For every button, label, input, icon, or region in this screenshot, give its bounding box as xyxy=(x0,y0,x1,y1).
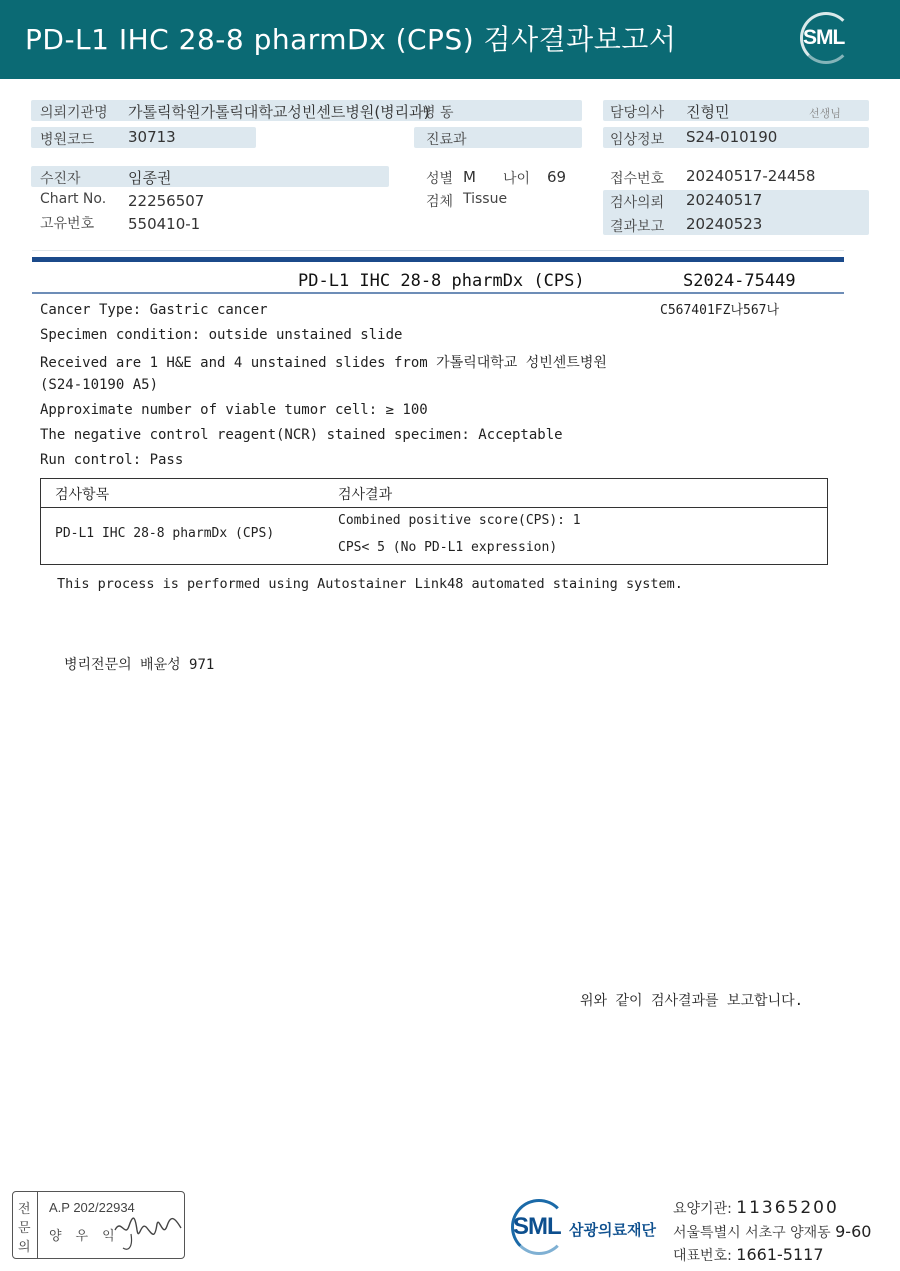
stamp-char: 문 xyxy=(18,1221,31,1236)
receipt-value: 20240517-24458 xyxy=(686,167,816,185)
stamp-ap-number: A.P 202/22934 xyxy=(49,1200,135,1215)
clinical-value: S24-010190 xyxy=(686,128,778,146)
pathologist: 병리전문의 배윤성 971 xyxy=(64,657,215,673)
table-cell-item: PD-L1 IHC 28-8 pharmDx (CPS) xyxy=(55,526,275,541)
divider-thick xyxy=(32,257,844,262)
report-date-label: 결과보고 xyxy=(610,219,665,235)
hospital-code-label: 병원코드 xyxy=(40,132,95,148)
sml-logo-icon xyxy=(800,12,852,64)
divider-title xyxy=(32,292,844,294)
org-logo-text: SML xyxy=(513,1213,561,1240)
age-value: 69 xyxy=(547,168,567,186)
specimen-label: 검체 xyxy=(426,194,454,210)
stamp-char: 전 xyxy=(18,1202,31,1217)
signature-icon xyxy=(111,1208,187,1252)
stamp-char: 의 xyxy=(18,1240,31,1255)
receipt-label: 접수번호 xyxy=(610,171,665,187)
table-header-item: 검사항목 xyxy=(55,487,110,503)
dept-label: 진료과 xyxy=(426,132,467,148)
facility-code-value: 11365200 xyxy=(736,1198,839,1218)
chart-value: 22256507 xyxy=(128,192,205,210)
request-value: 20240517 xyxy=(686,191,763,209)
unique-label: 고유번호 xyxy=(40,216,95,232)
patient-label: 수진자 xyxy=(40,171,81,187)
report-line: Specimen condition: outside unstained slide xyxy=(40,327,403,343)
doctor-value: 진형민 xyxy=(686,103,730,121)
report-line: Cancer Type: Gastric cancer xyxy=(40,302,268,318)
report-line: Approximate number of viable tumor cell: ≥ 100 xyxy=(40,402,428,418)
request-label: 검사의뢰 xyxy=(610,195,665,211)
table-header-result: 검사결과 xyxy=(338,487,393,503)
result-table xyxy=(40,478,828,565)
facility-code xyxy=(673,1198,839,1218)
sex-label: 성별 xyxy=(426,171,454,187)
address xyxy=(673,1222,871,1242)
report-date-value: 20240523 xyxy=(686,215,763,233)
divider xyxy=(32,250,844,251)
chart-label: Chart No. xyxy=(40,191,107,207)
institution-label: 의뢰기관명 xyxy=(40,105,108,121)
sml-foundation-logo xyxy=(511,1199,681,1259)
age-label: 나이 xyxy=(503,171,531,187)
table-cell-result: CPS< 5 (No PD-L1 expression) xyxy=(338,540,558,555)
address-number: 9-60 xyxy=(835,1222,872,1241)
pathologist-stamp xyxy=(12,1191,185,1259)
phone xyxy=(673,1245,824,1265)
institution-value: 가톨릭학원가톨릭대학교성빈센트병원(병리과) xyxy=(128,103,430,121)
report-line: The negative control reagent(NCR) stained specimen: Acceptable xyxy=(40,427,563,443)
stamp-name: 양우익 xyxy=(49,1229,129,1244)
org-name: 삼광의료재단 xyxy=(569,1221,656,1239)
phone-value: 1661-5117 xyxy=(736,1245,824,1264)
patient-value: 임종권 xyxy=(128,169,172,187)
report-test-title: PD-L1 IHC 28-8 pharmDx (CPS) xyxy=(298,271,585,291)
phone-label: 대표번호: xyxy=(673,1248,732,1264)
doctor-suffix: 선생님 xyxy=(809,107,841,120)
report-code: C567401FZ나567나 xyxy=(660,303,780,318)
process-note: This process is performed using Autostainer Link48 automated staining system. xyxy=(57,576,683,592)
sex-value: M xyxy=(463,168,476,186)
report-title: PD-L1 IHC 28-8 pharmDx (CPS) 검사결과보고서 xyxy=(25,23,677,56)
clinical-label: 임상정보 xyxy=(610,132,665,148)
closing-statement: 위와 같이 검사결과를 보고합니다. xyxy=(580,993,804,1009)
report-header xyxy=(0,0,900,79)
report-line: (S24-10190 A5) xyxy=(40,377,159,393)
report-line: Run control: Pass xyxy=(40,452,184,468)
facility-code-label: 요양기관: xyxy=(673,1201,732,1217)
report-number: S2024-75449 xyxy=(683,271,796,291)
ward-label: 병 동 xyxy=(422,105,454,121)
report-line: Received are 1 H&E and 4 unstained slides from 가톨릭대학교 성빈센트병원 xyxy=(40,355,607,371)
address-label: 서울특별시 서초구 양재동 xyxy=(673,1225,831,1241)
table-cell-result: Combined positive score(CPS): 1 xyxy=(338,513,581,528)
specimen-value: Tissue xyxy=(463,191,508,207)
unique-value: 550410-1 xyxy=(128,215,201,233)
hospital-code-value: 30713 xyxy=(128,128,176,146)
doctor-label: 담당의사 xyxy=(610,105,665,121)
logo-text: SML xyxy=(803,26,845,49)
patient-field xyxy=(31,166,389,187)
